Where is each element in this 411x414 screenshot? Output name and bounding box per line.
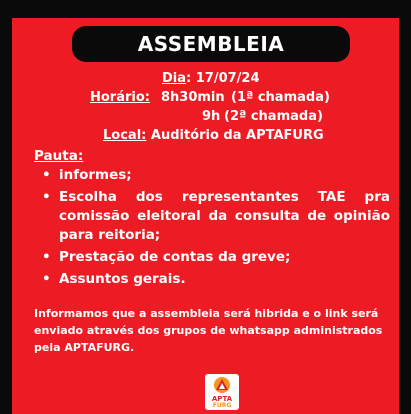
date-label: Dia bbox=[162, 71, 187, 86]
announcement-card bbox=[12, 18, 399, 414]
page-title: ASSEMBLEIA bbox=[137, 32, 285, 56]
bullet-icon: • bbox=[42, 167, 51, 183]
time-label: Horário: bbox=[90, 90, 150, 105]
call-2: (2ª chamada) bbox=[224, 109, 323, 124]
location-value: Auditório da APTAFURG bbox=[146, 128, 324, 143]
logo-text-furg: FURG bbox=[212, 402, 232, 409]
bullet-icon: • bbox=[42, 249, 51, 265]
time-row-2 bbox=[12, 108, 399, 127]
agenda-item: • Escolha dos representantes TAE pra comissão eleitoral da consulta de opinião para reitoria; bbox=[42, 189, 390, 243]
location-label: Local: bbox=[103, 128, 147, 143]
meeting-info bbox=[12, 70, 399, 146]
aptafurg-logo bbox=[205, 374, 239, 410]
location-row bbox=[12, 127, 399, 146]
agenda-label: Pauta: bbox=[34, 148, 84, 164]
bullet-icon: • bbox=[42, 271, 51, 287]
agenda-item: • Prestação de contas da greve; bbox=[42, 249, 291, 265]
hybrid-note: Informamos que a assembleia será hibrida e o link será enviado através dos grupos de whatsapp administrados pela APTAFURG. bbox=[34, 307, 383, 354]
bullet-icon: • bbox=[42, 189, 51, 205]
agenda-list bbox=[34, 166, 390, 292]
agenda-item: • Assuntos gerais. bbox=[42, 271, 186, 287]
time-value-1: 8h30min bbox=[161, 90, 225, 105]
date-row bbox=[12, 70, 399, 89]
call-1: (1ª chamada) bbox=[231, 90, 330, 105]
agenda-item: • informes; bbox=[42, 167, 132, 183]
logo-mark-icon bbox=[212, 376, 232, 394]
time-row-1 bbox=[12, 89, 399, 108]
date-value: : 17/07/24 bbox=[186, 71, 260, 86]
time-value-2: 9h bbox=[202, 109, 221, 124]
logo-text-apta: APTA bbox=[211, 395, 233, 403]
title-banner bbox=[72, 26, 350, 62]
